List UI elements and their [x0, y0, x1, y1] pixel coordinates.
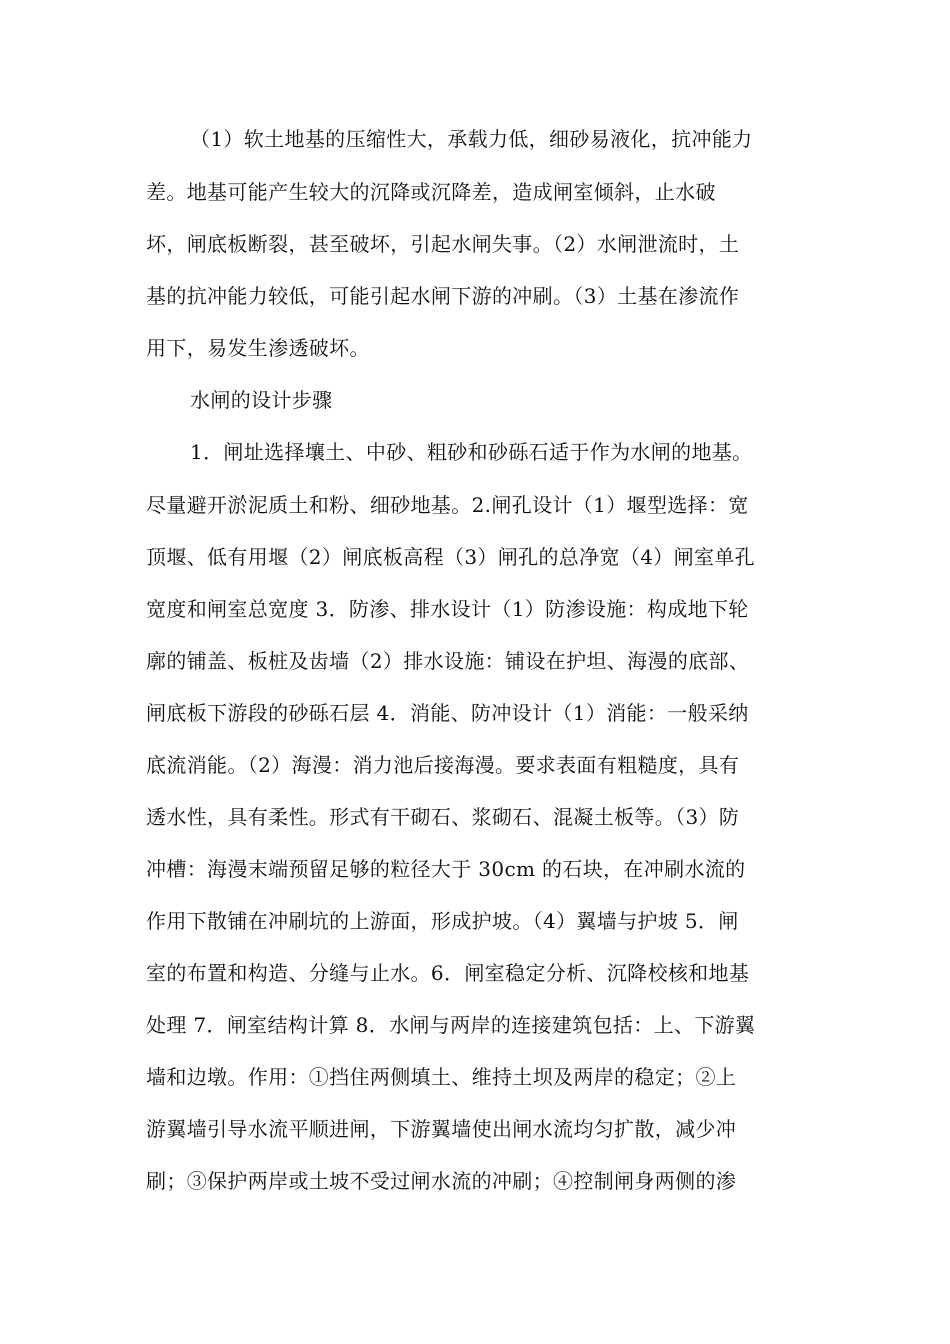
paragraph-2-line-9: 冲槽：海漫末端预留足够的粒径大于 30cm 的石块，在冲刷水流的: [146, 857, 746, 881]
paragraph-2-line-4: 宽度和闸室总宽度 3．防渗、排水设计（1）防渗设施：构成地下轮: [146, 597, 749, 621]
paragraph-2-line-3: 顶堰、低有用堰（2）闸底板高程（3）闸孔的总净宽（4）闸室单孔: [146, 545, 756, 569]
paragraph-2-line-7: 底流消能。（2）海漫：消力池后接海漫。要求表面有粗糙度，具有: [146, 753, 740, 777]
paragraph-2-line-8: 透水性，具有柔性。形式有干砌石、浆砌石、混凝土板等。（3）防: [146, 805, 740, 829]
paragraph-2-line-12: 处理 7．闸室结构计算 8．水闸与两岸的连接建筑包括：上、下游翼: [146, 1013, 756, 1037]
paragraph-2-line-2: 尽量避开淤泥质土和粉、细砂地基。2.闸孔设计（1）堰型选择：宽: [146, 493, 749, 517]
paragraph-2-line-1: 1．闸址选择壤土、中砂、粗砂和砂砾石适于作为水闸的地基。: [190, 440, 753, 464]
paragraph-2-line-14: 游翼墙引导水流平顺进闸，下游翼墙使出闸水流均匀扩散，减少冲: [146, 1117, 737, 1141]
paragraph-2-line-15: 刷；③保护两岸或土坡不受过闸水流的冲刷；④控制闸身两侧的渗: [146, 1169, 737, 1193]
paragraph-2-line-5: 廓的铺盖、板桩及齿墙（2）排水设施：铺设在护坦、海漫的底部、: [146, 649, 750, 673]
paragraph-1-line-5: 用下，易发生渗透破坏。: [146, 336, 370, 360]
section-heading: 水闸的设计步骤: [190, 388, 333, 412]
paragraph-1-line-3: 坏，闸底板断裂，甚至破坏，引起水闸失事。（2）水闸泄流时，土: [146, 232, 740, 256]
paragraph-1-line-1: （1）软土地基的压缩性大，承载力低，细砂易液化，抗冲能力: [190, 127, 753, 151]
paragraph-1-line-4: 基的抗冲能力较低，可能引起水闸下游的冲刷。（3）土基在渗流作: [146, 284, 740, 308]
paragraph-2-line-11: 室的布置和构造、分缝与止水。6．闸室稳定分析、沉降校核和地基: [146, 961, 750, 985]
paragraph-2-line-13: 墙和边墩。作用：①挡住两侧填土、维持土坝及两岸的稳定；②上: [146, 1065, 737, 1089]
paragraph-1-line-2: 差。地基可能产生较大的沉降或沉降差，造成闸室倾斜，止水破: [146, 180, 716, 204]
paragraph-2-line-10: 作用下散铺在冲刷坑的上游面，形成护坡。（4）翼墙与护坡 5．闸: [146, 909, 739, 933]
paragraph-2-line-6: 闸底板下游段的砂砾石层 4．消能、防冲设计（1）消能：一般采纳: [146, 701, 749, 725]
